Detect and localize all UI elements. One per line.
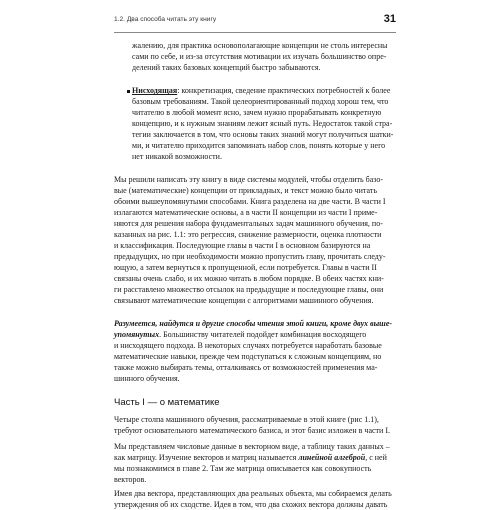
- text-line: Мы представляем числовые данные в векторном виде, а таблицу таких данных –: [114, 442, 390, 451]
- text-line: сами по себе, и из-за отсутствия мотивации их изучать большинство опре-: [132, 52, 387, 61]
- emphasis-text: Разумеется, найдутся и другие способы чтения этой книги, кроме двух выше-: [114, 319, 393, 328]
- text-line: [114, 318, 392, 329]
- text-line: и нисходящего подхода. В некоторых случаях потребуется наработать базовые: [114, 341, 382, 350]
- text-line: предыдущих, но при необходимости можно пропустить главу, прочитать следу-: [114, 252, 386, 261]
- text-line: читателю в любой момент ясно, зачем нужно прорабатывать конкретную: [132, 108, 382, 117]
- text-line: также можно выбирать темы, отталкиваясь от возможностей применения ма-: [114, 363, 378, 372]
- text-line: Мы решили написать эту книгу в виде системы модулей, чтобы отделить базо-: [114, 175, 384, 184]
- text-line: делений таких базовых концепций быстро забываются.: [132, 63, 321, 72]
- running-header: [114, 12, 396, 33]
- body-text: . Большинству читателей подойдет комбинация восходящего: [159, 330, 367, 339]
- page-number: 31: [383, 13, 396, 25]
- text-line: связаны очень слабо, и их можно читать в любом порядке. В обеих частях кни-: [114, 274, 384, 283]
- text-line: векторов.: [114, 475, 147, 484]
- text-line: ющую, а затем вернуться к пропущенной, если потребуется. Главы в части II: [114, 263, 377, 272]
- term-linear-algebra: линейной алгеброй: [298, 453, 366, 462]
- text-line: [114, 452, 387, 463]
- text-line: ми, и читателю приходится запоминать набор слов, понять которые у него: [132, 141, 386, 150]
- text-line: требуют основательного математического базиса, и этот базис изложен в части I.: [114, 426, 390, 435]
- text-line: жалению, для практика основополагающие концепции не столь интересны: [132, 41, 388, 50]
- running-header-title: 1.2. Два способа читать эту книгу: [114, 16, 217, 23]
- text-line: шинного обучения.: [114, 374, 180, 383]
- text-line: Имея два вектора, представляющих два реальных объекта, мы собираемся делать: [114, 489, 392, 498]
- bullet-term: Нисходящая: [132, 86, 178, 95]
- text-line: казанных на рис. 1.1: это регрессия, снижение размерности, оценка плотности: [114, 230, 382, 239]
- text-line: концепцию, и к нужным знаниям лежит ясный путь. Недостаток такой стра-: [132, 119, 393, 128]
- text-line: мы познакомимся в главе 2. Там же матрица описывается как совокупность: [114, 464, 372, 473]
- body-text: , с ней: [365, 453, 387, 462]
- text-line: няются для решения набора фундаментальных задач машинного обучения, по-: [114, 219, 383, 228]
- text-line: вые (математические) концепции от прикладных, и текст можно было читать: [114, 186, 377, 195]
- emphasis-text: упомянутых: [114, 330, 160, 339]
- text-line: [132, 85, 390, 96]
- text-line: [114, 329, 366, 340]
- text-line: математические навыки, прежде чем подступаться к сложным концепциям, но: [114, 352, 382, 361]
- text-line: базовым требованиям. Такой целеориентированный подход хорош тем, что: [132, 97, 389, 106]
- bullet-text: : конкретизация, сведение практических потребностей к более: [177, 86, 391, 95]
- bullet-marker: [127, 90, 130, 93]
- text-line: обоими вышеупомянутыми способами. Книга разделена на две части. В части I: [114, 197, 386, 206]
- section-heading: Часть I — о математике: [114, 397, 220, 408]
- text-line: связывают математические концепции с алгоритмами машинного обучения.: [114, 296, 374, 305]
- text-line: тегии заключается в том, что основы таких знаний могут получиться шатки-: [132, 130, 394, 139]
- text-line: утверждения об их сходстве. Идея в том, что два схожих вектора должны давать: [114, 500, 388, 509]
- text-line: нет никакой возможности.: [132, 152, 222, 161]
- text-line: Четыре столпа машинного обучения, рассматриваемые в этой книге (рис 1.1),: [114, 415, 379, 424]
- text-line: излагаются математические основы, а в части II концепции из части I приме-: [114, 208, 378, 217]
- text-line: и классификация. Последующие главы в части I в основном базируются на: [114, 241, 371, 250]
- text-line: ги расставлено множество отсылок на предыдущие и последующие главы, они: [114, 285, 384, 294]
- body-text: как матрицу. Изучение векторов и матриц называется: [114, 453, 299, 462]
